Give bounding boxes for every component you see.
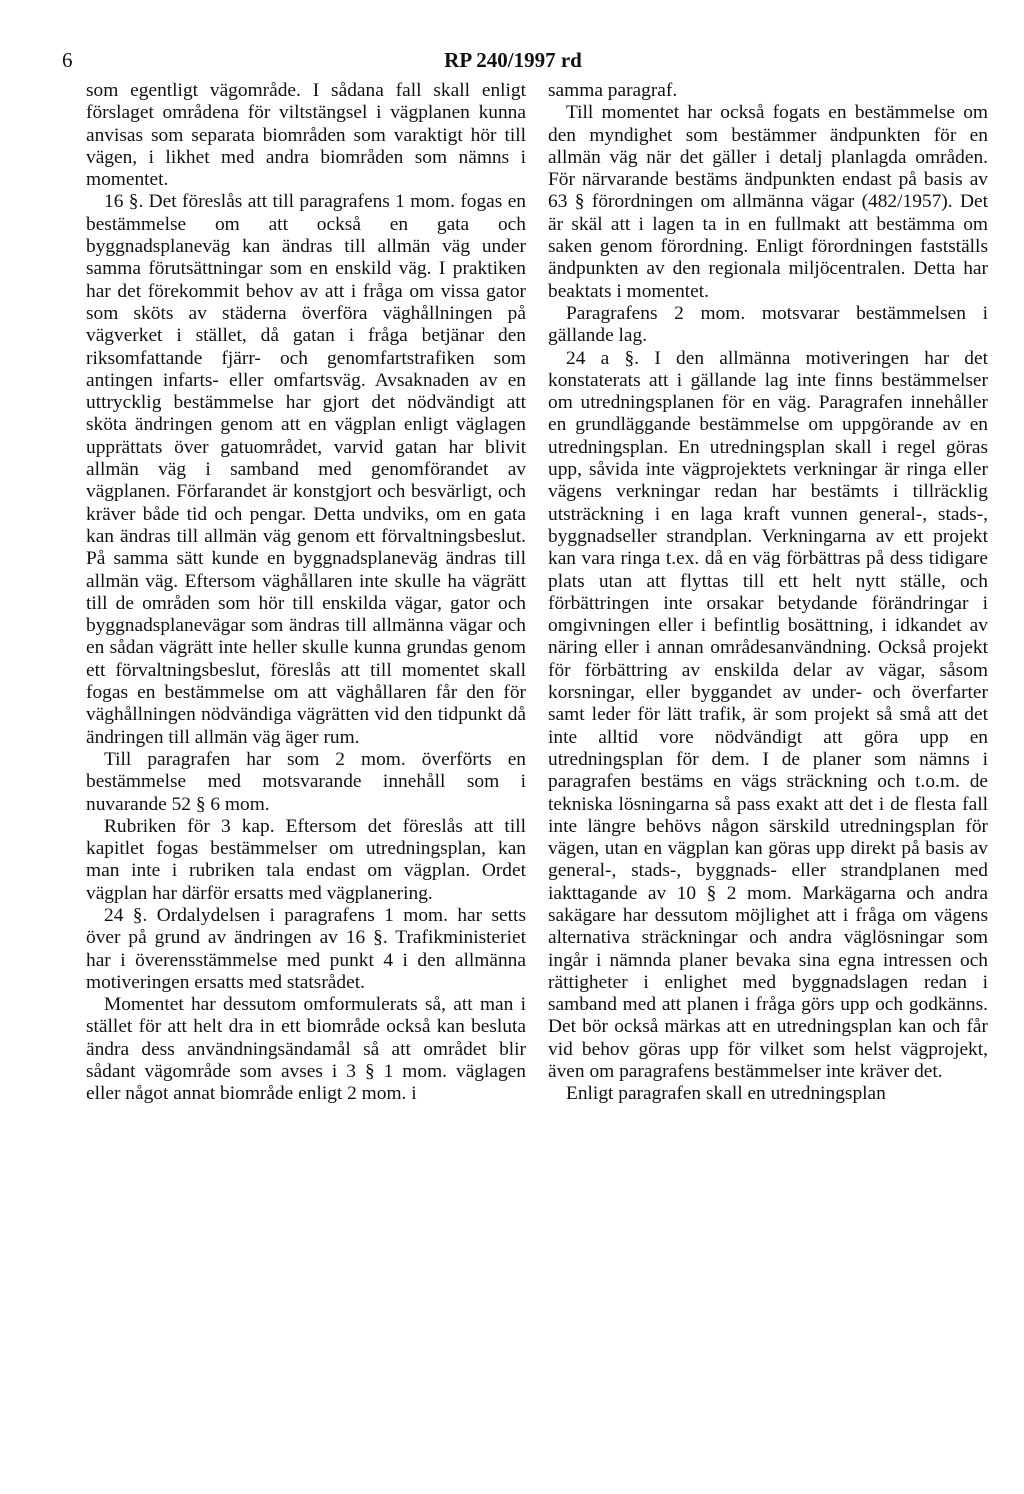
running-title: RP 240/1997 rd [444, 48, 582, 72]
paragraph: 16 §. Det föreslås att till paragrafens 1 mom. fogas en bestämmelse om att också en gata och byggnadsplaneväg kan ändras till allmän väg under samma förutsättningar som en enskild väg. I praktiken har det förekommit behov av att i fråga om vissa gator som sköts av städerna överföra väghållningen på vägverket i stället, då gatan i fråga betjänar den riksomfattande fjärr- och genomfartstrafiken som antingen infarts- eller omfartsväg. Avsaknaden av en uttrycklig bestämmelse har gjort det nödvändigt att sköta ändringen genom att en vägplan enligt väglagen upprättats över gatuområdet, varvid gatan har blivit allmän väg i samband med genomförandet av vägplanen. Förfarandet är konstgjort och besvärligt, och kräver både tid och pengar. Detta undviks, om en gata kan ändras till allmän väg genom ett förvaltningsbeslut. På samma sätt kunde en byggnadsplaneväg ändras till allmän väg. Eftersom väghållaren inte skulle ha vägrätt till de områden som hör till enskilda vägar, gator och byggnadsplanevägar som ändras till allmänna vägar och en sådan vägrätt inte heller skulle kunna grundas genom ett förvaltningsbeslut, föreslås att till momentet skall fogas en bestämmelse om att väghållaren får den för väghållningen nödvändiga vägrätten vid den tidpunkt då ändringen till allmän väg äger rum. [86, 191, 526, 748]
right-column [548, 80, 988, 1106]
page-number: 6 [62, 48, 73, 72]
paragraph: Till momentet har också fogats en bestämmelse om den myndighet som bestämmer ändpunkten för en allmän väg när det gäller i detalj planlagda områden. För närvarande bestäms ändpunkten endast på basis av 63 § förordningen om allmänna vägar (482/1957). Det är skäl att i lagen ta in en fullmakt att bestämma om saken genom förordning. Enligt förordningen fastställs ändpunkten av den regionala miljöcentralen. Detta har beaktats i momentet. [548, 102, 988, 302]
paragraph: Momentet har dessutom omformulerats så, att man i stället för att helt dra in ett biområde också kan besluta ändra dess användningsändamål så att området blir sådant vägområde som avses i 3 § 1 mom. väglagen eller något annat biområde enligt 2 mom. i [86, 994, 526, 1105]
page-header [62, 48, 964, 78]
paragraph: 24 a §. I den allmänna motiveringen har det konstaterats att i gällande lag inte finns bestämmelser om utredningsplanen för en väg. Paragrafen innehåller en grundläggande bestämmelse om uppgörande av en utredningsplan. En utredningsplan skall i regel göras upp, såvida inte vägprojektets verkningar är ringa eller vägens verkningar redan har bestämts i tillräcklig utsträckning i en laga kraft vunnen general-, stads-, byggnadseller strandplan. Verkningarna av ett projekt kan vara ringa t.ex. då en väg förbättras på dess tidigare plats utan att flyttas till ett helt nytt ställe, och förbättringen inte orsakar betydande förändringar i omgivningen eller i befintlig bosättning, i idkandet av näring eller i annan områdesanvändning. Också projekt för förbättring av enskilda delar av vägar, såsom korsningar, eller byggandet av under- och överfarter samt leder för lätt trafik, är som projekt så små att det inte alltid vore nödvändigt att göra upp en utredningsplan för dem. I de planer som nämns i paragrafen bestäms en vägs sträckning och t.o.m. de tekniska lösningarna så pass exakt att det i de flesta fall inte längre behövs någon särskild utredningsplan för vägen, utan en vägplan kan göras upp direkt på basis av general-, stads-, byggnads- eller strandplanen med iakttagande av 10 § 2 mom. Markägarna och andra sakägare har dessutom möjlighet att i fråga om vägens alternativa sträckningar och andra väglösningar som ingår i nämnda planer bevaka sina egna intressen och rättigheter i enlighet med byggnadslagen redan i samband med att planen i fråga görs upp och godkänns. Det bör också märkas att en utredningsplan kan och får vid behov göras upp för vilket som helst vägprojekt, även om paragrafens bestämmelser inte kräver det. [548, 347, 988, 1083]
paragraph: samma paragraf. [548, 80, 678, 101]
paragraph: 24 §. Ordalydelsen i paragrafens 1 mom. har setts över på grund av ändringen av 16 §. Trafikministeriet har i överensstämmelse med punkt 4 i den allmänna motiveringen ersatts med statsrådet. [86, 904, 526, 993]
paragraph: Paragrafens 2 mom. motsvarar bestämmelsen i gällande lag. [548, 302, 988, 347]
paragraph: Rubriken för 3 kap. Eftersom det föreslås att till kapitlet fogas bestämmelser om utredningsplan, kan man inte i rubriken tala endast om vägplan. Ordet vägplan har därför ersatts med vägplanering. [86, 815, 526, 904]
paragraph: som egentligt vägområde. I sådana fall skall enligt förslaget områdena för viltstängsel i vägplanen kunna anvisas som separata biområden som varaktigt hör till vägen, i likhet med andra biområden som nämns i momentet. [86, 80, 526, 191]
paragraph: Till paragrafen har som 2 mom. överförts en bestämmelse med motsvarande innehåll som i nuvarande 52 § 6 mom. [86, 748, 526, 815]
left-column [86, 80, 526, 1106]
paragraph: Enligt paragrafen skall en utredningsplan [566, 1083, 886, 1105]
